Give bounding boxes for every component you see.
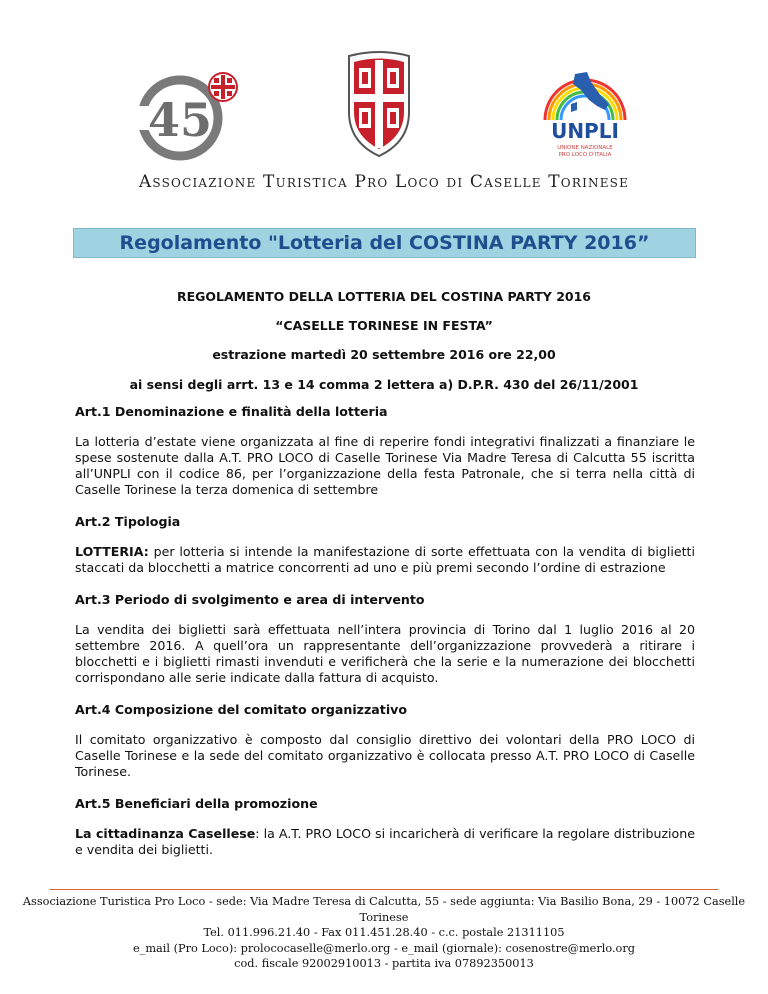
svg-text:PRO LOCO D'ITALIA: PRO LOCO D'ITALIA [558,152,612,158]
article-text-body: La lotteria d’estate viene organizzata al fine di reperire fondi integrativi finalizzati a finanziare le spese sostenute dalla A.T. PRO LOCO di Caselle Torinese Via Madre Teresa di Calcutta 55 iscritta all’UNPLI con il codice 86, per l’organizzazione della festa Patronale, che si terra nella città di Caselle Torinese la terza domenica di settembre [75,434,695,497]
article-text-body: La vendita dei biglietti sarà effettuata nell’intera provincia di Torino dal 1 luglio 2016 al 20 settembre 2016. A quell’ora un rappresentante dell’organizzazione provvederà a ritirare i blocchetti e i biglietti rimasti invenduti e verificherà che la serie e la numerazione dei blocchetti corrispondano alle serie indicate dalla fattura di acquisto. [75,622,695,685]
article-title: Art.1 Denominazione e finalità della lotteria [75,404,388,419]
svg-text:UNIONE NAZIONALE: UNIONE NAZIONALE [557,145,613,151]
article-lead: LOTTERIA: [75,544,149,559]
article-text [75,732,695,780]
article-title: Art.4 Composizione del comitato organizzativo [75,702,408,717]
article-text [75,622,695,686]
cross-emblem-icon [209,73,237,101]
footer-divider [50,889,718,890]
footer-tax-codes: cod. fiscale 92002910013 - partita iva 07892350013 [234,957,534,970]
regulation-heading: REGOLAMENTO DELLA LOTTERIA DEL COSTINA PARTY 2016 [176,289,591,304]
article-text-body: : la A.T. PRO LOCO si incaricherà di verificare la regolare distribuzione e vendita dei biglietti. [75,826,695,857]
article-2 [75,514,695,576]
article-lead: La cittadinanza Casellese [75,826,256,841]
page-title: Regolamento "Lotteria del COSTINA PARTY 2016” [73,228,696,258]
unpli-logo [535,60,635,165]
anniversary-45-logo [138,68,243,163]
logo-row [0,50,768,170]
article-text [75,544,695,576]
article-text-body: per lotteria si intende la manifestazione di sorte effettuata con la vendita di biglietti staccati da blocchetti a matrice concorrenti ad uno e più premi secondo l’ordine di estrazione [75,544,695,575]
footer-address: Associazione Turistica Pro Loco - sede: Via Madre Teresa di Calcutta, 55 - sede aggiunta: Via Basilio Bona, 29 - 10072 Caselle Torinese [22,895,746,924]
svg-text:UNPLI: UNPLI [551,119,619,143]
articles-section [75,404,695,874]
association-header: Associazione Turistica Pro Loco di Caselle Torinese [138,172,630,192]
event-subtitle: “CASELLE TORINESE IN FESTA” [275,318,493,333]
article-3 [75,592,695,686]
footer [0,894,768,972]
article-text [75,434,695,498]
article-text-body: Il comitato organizzativo è composto dal consiglio direttivo dei volontari della PRO LOCO di Caselle Torinese e la sede del comitato organizzativo è collocata presso A.T. PRO LOCO di Caselle Torinese. [75,732,695,779]
coat-of-arms-shield [343,50,415,160]
article-title: Art.5 Beneficiari della promozione [75,796,318,811]
draw-date: estrazione martedì 20 settembre 2016 ore 22,00 [212,347,556,362]
footer-phone: Tel. 011.996.21.40 - Fax 011.451.28.40 - c.c. postale 21311105 [203,926,565,939]
article-text [75,826,695,858]
article-title: Art.3 Periodo di svolgimento e area di intervento [75,592,425,607]
article-5 [75,796,695,858]
article-1 [75,404,695,498]
footer-email: e_mail (Pro Loco): prolococaselle@merlo.org - e_mail (giornale): cosenostre@merlo.org [132,941,635,955]
svg-text:45: 45 [147,93,213,147]
article-title: Art.2 Tipologia [75,514,181,529]
article-4 [75,702,695,780]
legal-reference: ai sensi degli arrt. 13 e 14 comma 2 lettera a) D.P.R. 430 del 26/11/2001 [129,377,639,392]
